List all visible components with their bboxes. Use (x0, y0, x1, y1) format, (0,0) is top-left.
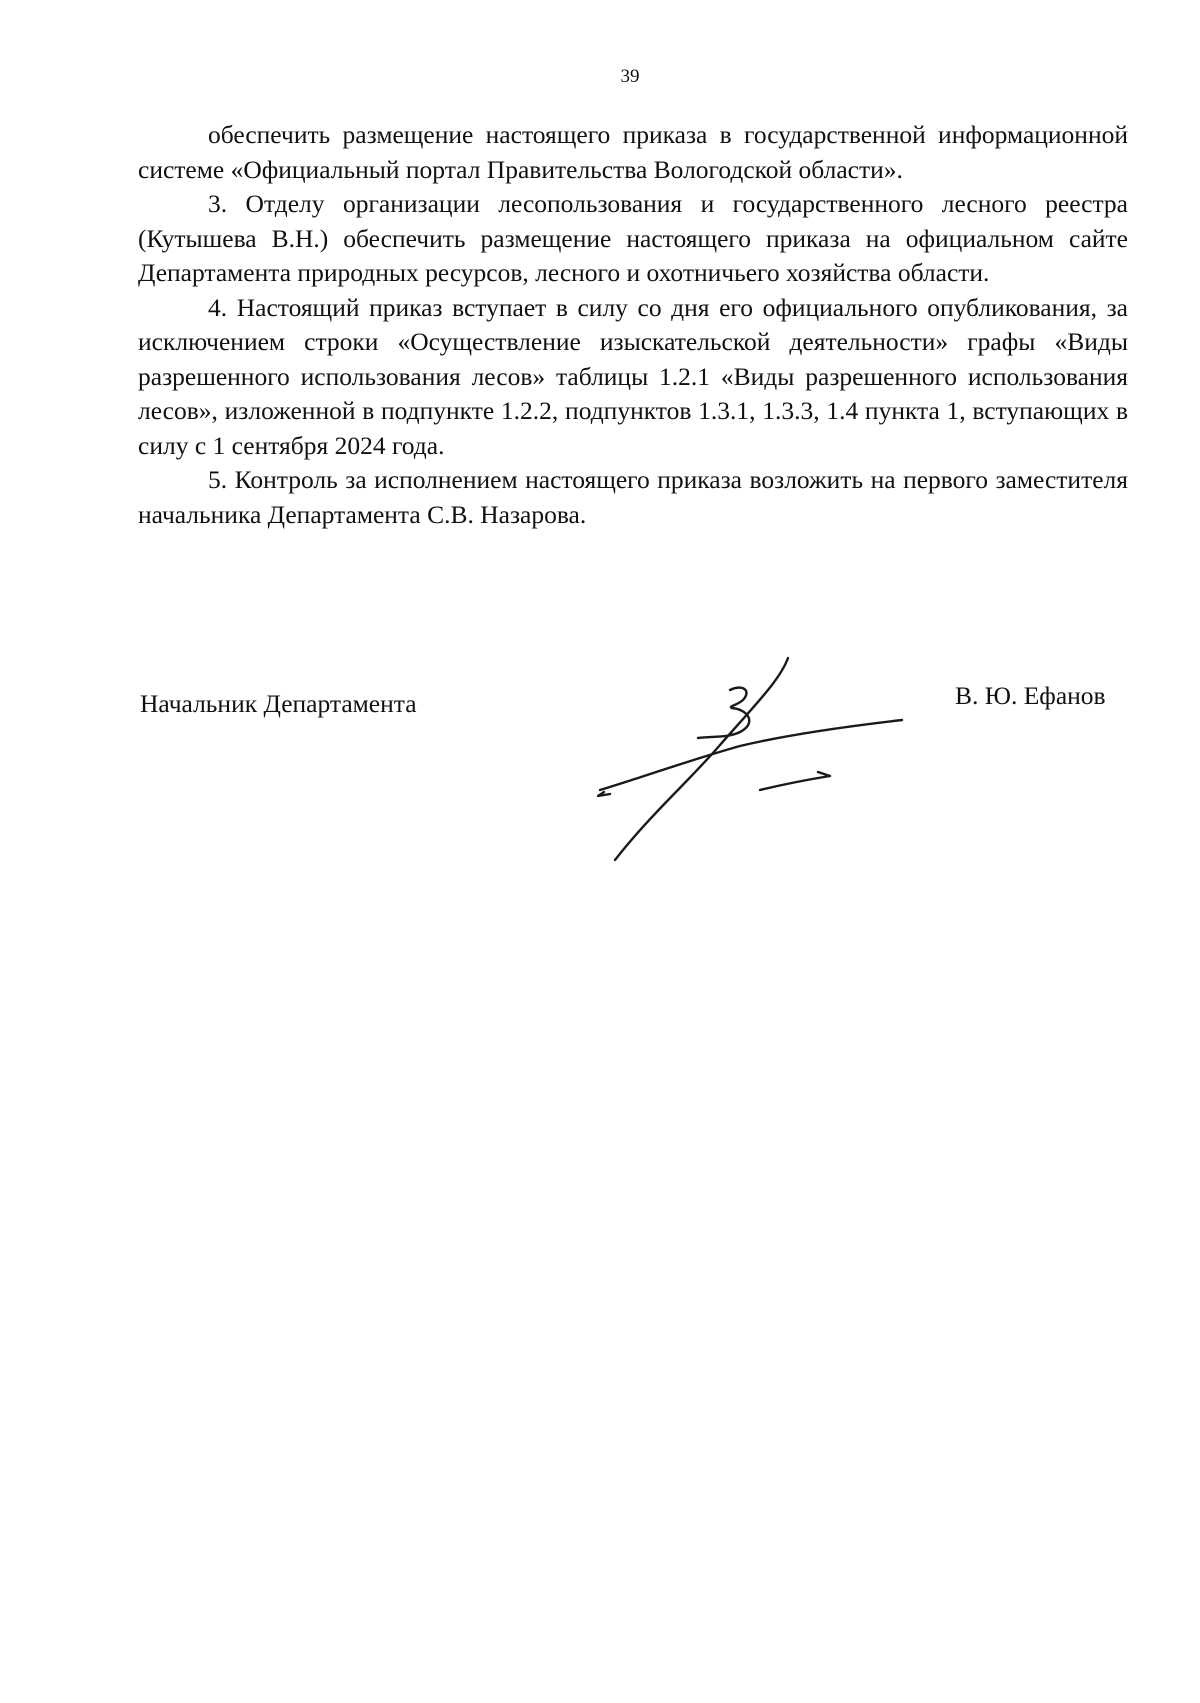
paragraph-item-4: 4. Настоящий приказ вступает в силу со дня его официального опубликования, за исключением строки «Осуществление изыскательской деятельности» графы «Виды разрешенного использования лесов» таблицы 1.2.1 «Виды разрешенного использования лесов», изложенной в подпункте 1.2.2, подпунктов 1.3.1, 1.3.3, 1.4 пункта 1, вступающих в силу с 1 сентября 2024 года. (138, 292, 1128, 460)
signatory-name: В. Ю. Ефанов (955, 681, 1106, 710)
page-number: 39 (620, 66, 640, 87)
signatory-position: Начальник Департамента (140, 689, 417, 718)
paragraph-item-5: 5. Контроль за исполнением настоящего приказа возложить на первого заместителя начальника Департамента С.В. Назарова. (138, 465, 1128, 529)
paragraph-continuation: обеспечить размещение настоящего приказа в государственной информационной системе «Официальный портал Правительства Вологодской области». (138, 120, 1128, 184)
document-body (138, 118, 1128, 532)
paragraph-item-3: 3. Отделу организации лесопользования и государственного лесного реестра (Кутышева В.Н.) обеспечить размещение настоящего приказа на официальном сайте Департамента природных ресурсов, лесного и охотничьего хозяйства области. (138, 189, 1128, 287)
handwritten-signature-icon (580, 650, 910, 865)
